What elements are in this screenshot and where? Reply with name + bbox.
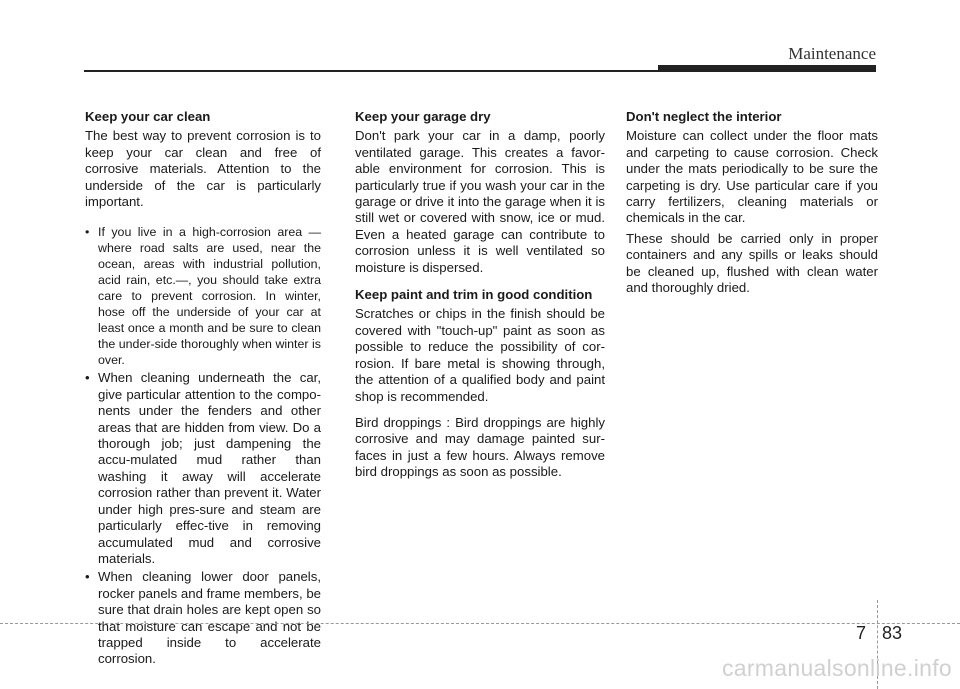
heading-interior: Don't neglect the interior — [626, 109, 782, 124]
section-title: Maintenance — [788, 44, 876, 63]
list-item-text: When cleaning lower door panels, rocker panels and frame members, be sure that drain holes are kept open so that moisture can escape and not be trapped inside to accelerate corrosion. — [98, 569, 321, 667]
column-middle — [355, 109, 605, 485]
column-right — [626, 109, 878, 300]
paragraph-paint: Scratches or chips in the finish should be covered with "touch-up" paint as soon as possible to reduce the possibility of cor-rosion. If bare metal is showing through, the attention of a qualified body and paint shop is recommended. — [355, 306, 605, 404]
header-rule — [84, 70, 664, 72]
list-item-text: If you live in a high-corrosion area — where road salts are used, near the ocean, areas with industrial pollution, acid rain, etc.—, you should take extra care to prevent corrosion. In winter, hose off the underside of your car at least once a month and be sure to clean the under-side thoroughly when winter is over. — [98, 225, 321, 368]
heading-keep-garage-dry: Keep your garage dry — [355, 109, 491, 124]
list-item-text: When cleaning underneath the car, give particular attention to the compo-nents under the fenders and other areas that are hidden from view. Do a thorough job; just dampening the accu-mulated mud rather than washing it away will accelerate corrosion rather than prevent it. Water under high pres-sure and steam are particularly effec-tive in removing accumulated mud and corrosive materials. — [98, 370, 321, 566]
paragraph-bird-droppings: Bird droppings : Bird droppings are highly corrosive and may damage painted sur-faces in just a few hours. Always remove bird droppings as soon as possible. — [355, 414, 605, 480]
paragraph-moisture: Moisture can collect under the floor mats and carpeting to cause corrosion. Check under the mats periodically to be sure the carpeting is dry. Use particular care if you carry fertilizers, cleaning materials or chemicals in the car. — [626, 128, 878, 226]
list-item — [85, 224, 321, 368]
bullet-icon: • — [85, 225, 90, 240]
list-item — [85, 370, 321, 567]
column-left — [85, 109, 321, 670]
heading-keep-car-clean: Keep your car clean — [85, 109, 211, 124]
chapter-number: 7 — [856, 623, 867, 643]
paragraph-containers: These should be carried only in proper containers and any spills or leaks should be cleaned up, flushed with clean water and thoroughly dried. — [626, 230, 878, 296]
footer-rule — [0, 623, 960, 624]
watermark: carmanualsonline.info — [721, 655, 952, 681]
paragraph-intro: The best way to prevent corrosion is to keep your car clean and free of corrosive materials. Attention to the underside of the car is particularly important. — [85, 128, 321, 210]
bullet-icon: • — [85, 569, 90, 585]
page-number: 83 — [882, 623, 903, 643]
bullet-list — [85, 224, 321, 667]
bullet-icon: • — [85, 370, 90, 386]
heading-paint-trim: Keep paint and trim in good condition — [355, 287, 593, 303]
header-rule-accent — [658, 65, 876, 72]
list-item — [85, 569, 321, 667]
paragraph-garage: Don't park your car in a damp, poorly ventilated garage. This creates a favor-able environment for corrosion. This is particularly true if you wash your car in the garage or drive it into the garage when it is still wet or covered with snow, ice or mud. Even a heated garage can contribute to corrosion unless it is well ventilated so moisture is dispersed. — [355, 128, 605, 275]
